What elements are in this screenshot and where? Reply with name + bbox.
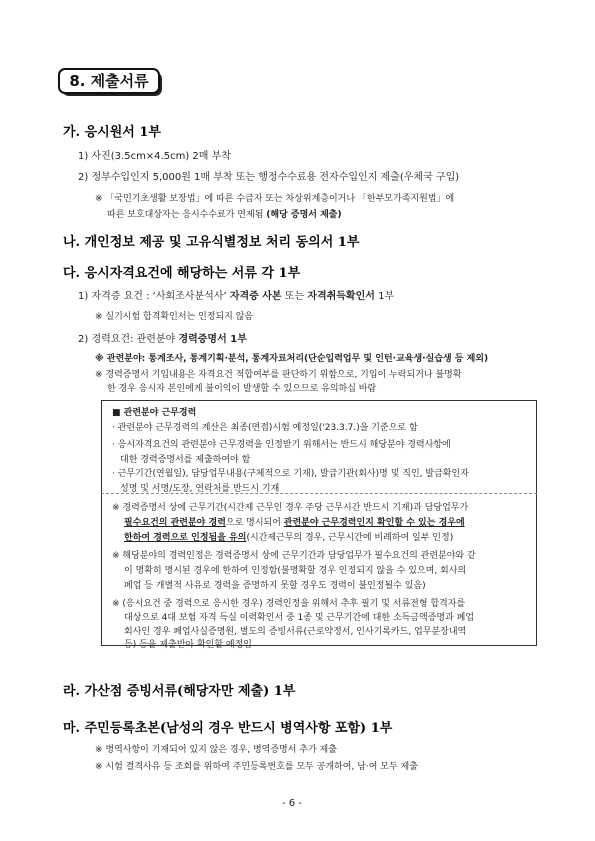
box-note-1-text: 으로 명시되어 bbox=[225, 518, 284, 528]
item-certificate-copy: 자격증 사본 bbox=[229, 291, 282, 302]
note-fee-bold: (해당 증명서 제출) bbox=[266, 210, 342, 220]
heading-application-form: 가. 응시원서 1부 bbox=[63, 125, 161, 140]
note-resident-number: ※ 시험 결격사유 등 조회를 위하여 주민등록번호를 모두 공개하여, 남·여 모두 제출 bbox=[95, 762, 418, 772]
page-number: - 6 - bbox=[282, 798, 302, 809]
box-note-1-required: 필수요건의 관련분야 경력 bbox=[124, 518, 226, 528]
box-bullet-1: · 관련분야 근무경력의 계산은 최종(면접)시험 예정일('23.3.7.)을 기준으로 함 bbox=[112, 423, 418, 433]
box-bullet-3-cont: 성명 및 서명/도장, 연락처를 반드시 기재 bbox=[120, 484, 280, 494]
box-note-1-parttime: (시간제근무의 경우, 근무시간에 비례하여 일부 인정) bbox=[246, 533, 454, 543]
box-note-3-line4: 등) 등을 제출받아 확인할 예정임 bbox=[124, 640, 252, 650]
note-related-field: ※ 관련분야: 통계조사, 통계기획·분석, 통계자료처리(단순입력업무 및 인턴·교육생·실습생 등 제외) bbox=[95, 354, 489, 364]
heading-resident-register: 마. 주민등록초본(남성의 경우 반드시 병역사항 포함) 1부 bbox=[63, 721, 393, 736]
box-bullet-2: · 응시자격요건의 관련분야 근무경력을 인정받기 위해서는 반드시 해당분야 경력사항에 bbox=[112, 440, 451, 450]
box-note-1-line3 bbox=[124, 530, 453, 543]
note-military: ※ 병역사항이 기재되어 있지 않은 경우, 병역증명서 추가 제출 bbox=[95, 745, 337, 755]
note-fee-exemption: ※ 「국민기초생활 보장법」에 따른 수급자 또는 차상위계층이거나 「한부모가족지원법」에 bbox=[95, 194, 455, 204]
box-note-3-line2: 대상으로 4대 보험 자격 득실 이력확인서 중 1종 및 근무기간에 대한 소득금액증명과 폐업 bbox=[124, 613, 475, 623]
heading-privacy-consent: 나. 개인정보 제공 및 고유식별정보 처리 동의서 1부 bbox=[63, 235, 360, 250]
item-certificate-confirm: 자격취득확인서 bbox=[307, 291, 375, 302]
box-note-2: ※ 해당분야의 경력인정은 경력증명서 상에 근무기간과 담당업무가 필수요건의 관련분야와 같 bbox=[112, 551, 476, 561]
note-certificate-entry-2: 한 경우 응시자 본인에게 불이익이 발생할 수 있으므로 유의하십 바람 bbox=[107, 384, 377, 394]
box-note-2-line3: 폐업 등 개별적 사유로 경력을 증명하지 못할 경우도 경력이 불인정될수 있음) bbox=[124, 581, 426, 591]
note-fee-text: 따른 보호대상자는 응시수수료가 면제됨 bbox=[107, 210, 267, 220]
note-practical-exam: ※ 실기시험 합격확인서는 인정되지 않음 bbox=[95, 312, 254, 322]
box-note-1: ※ 경력증명서 상에 근무기간(시간제 근무인 경우 주당 근무시간 반드시 기재)과 담당업무가 bbox=[112, 503, 469, 513]
item-experience-text: 2) 경력요건: 관련분야 bbox=[78, 334, 179, 345]
item-experience bbox=[78, 330, 247, 345]
box-note-2-line2: 이 명확히 명시된 경우에 한하여 인정함(불명확할 경우 인정되지 않을 수 있으며, 회사의 bbox=[124, 566, 467, 576]
item-certificate bbox=[78, 287, 394, 302]
box-note-3-line3: 회사인 경우 폐업사실증명원, 별도의 증빙서류(근로약정서, 인사기록카드, 업무분장내역 bbox=[124, 627, 467, 637]
note-certificate-entry: ※ 경력증명서 기입내용은 자격요건 적합여부를 판단하기 위함으로, 기입이 누락되거나 불명확 bbox=[95, 370, 462, 380]
box-title: ■ 관련분야 근무경력 bbox=[112, 408, 197, 418]
section-title: 8. 제출서류 bbox=[58, 68, 160, 94]
item-experience-bold: 경력증명서 1부 bbox=[178, 334, 247, 345]
box-note-1-only: 한하여 경력으로 인정됨을 유의 bbox=[124, 533, 247, 543]
section-title-box bbox=[58, 68, 162, 94]
item-stamp: 2) 정부수입인지 5,000원 1매 부착 또는 행정수수료용 전자수입인지 제출(우체국 구입) bbox=[78, 172, 460, 183]
heading-qualification-docs: 다. 응시자격요건에 해당하는 서류 각 1부 bbox=[63, 266, 301, 281]
box-bullet-3: · 근무기간(연월일), 담당업무내용(구체적으로 기재), 발급기관(회사)명 및 직인, 발급확인자 bbox=[112, 469, 469, 479]
item-certificate-count: 1부 bbox=[374, 291, 395, 302]
item-certificate-text: 1) 자격증 요건 : ‘사회조사분석사’ bbox=[78, 291, 230, 302]
box-note-1-line2 bbox=[124, 515, 465, 528]
box-note-1-check: 관련분야 근무경력인지 확인할 수 있는 경우에 bbox=[283, 518, 465, 528]
heading-bonus-docs: 라. 가산점 증빙서류(해당자만 제출) 1부 bbox=[63, 684, 296, 699]
box-bullet-2-cont: 대한 경력증명서를 제출하여야 함 bbox=[120, 455, 251, 465]
box-note-3: ※ (응시요건 중 경력으로 응시한 경우) 경력인정을 위해서 추후 필기 및 서류전형 합격자를 bbox=[112, 599, 466, 609]
item-photo: 1) 사진(3.5cm×4.5cm) 2매 부착 bbox=[78, 151, 231, 162]
note-fee-exemption-2 bbox=[107, 207, 342, 220]
item-certificate-or: 또는 bbox=[281, 291, 308, 302]
